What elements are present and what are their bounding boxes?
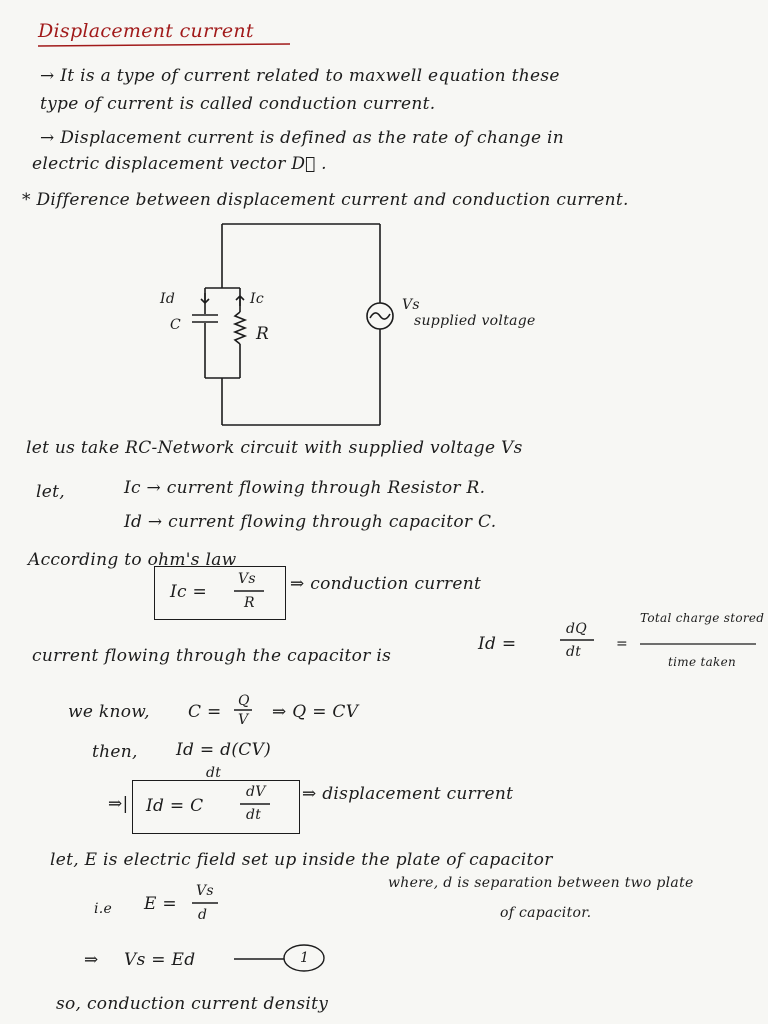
text-line-15: where, d is separation between two plate [388, 875, 694, 891]
electric-field-numerator: Vs [196, 883, 214, 899]
text-line-14: i.e [94, 901, 113, 917]
equation-number: 1 [300, 950, 310, 966]
capacitance-numerator: Q [238, 693, 250, 709]
text-line-17: so, conduction current density [56, 994, 329, 1014]
label-vs: Vs [402, 297, 420, 313]
text-line-7: let, [36, 482, 65, 502]
capacitance-denominator: V [238, 712, 249, 728]
label-supplied-voltage: supplied voltage [414, 313, 536, 329]
displacement-equation-numerator: dV [246, 784, 266, 800]
text-line-6: let us take RC-Network circuit with supplied voltage Vs [26, 438, 523, 458]
text-line-8: Id → current flowing through capacitor C. [124, 512, 497, 532]
id-note-numerator: Total charge stored [640, 611, 765, 625]
ohm-equation-denominator: R [244, 595, 255, 611]
text-line-9: According to ohm's law [28, 550, 237, 570]
label-ic: Ic [250, 291, 264, 307]
text-line-12: then, [92, 742, 138, 762]
electric-field-denominator: d [198, 907, 208, 923]
text-line-11: we know, [68, 702, 150, 722]
id-equation-lhs: Id = [478, 634, 517, 654]
text-line-7b: Ic → current flowing through Resistor R. [124, 478, 486, 498]
electric-field-lhs: E = [144, 894, 177, 914]
displacement-equation-denominator: dt [246, 807, 262, 823]
text-line-1: → It is a type of current related to maxwell equation these [40, 66, 560, 86]
page-title: Displacement current [38, 20, 254, 42]
capacitance-result: ⇒ Q = CV [272, 702, 359, 722]
capacitance-equation-lhs: C = [188, 702, 222, 722]
id-equation-denominator: dt [566, 644, 582, 660]
displacement-equation-lhs: Id = C [146, 796, 204, 816]
label-id: Id [160, 291, 176, 307]
displacement-note: ⇒ displacement current [302, 784, 514, 804]
equals-sign: = [616, 636, 629, 652]
label-r: R [256, 324, 270, 344]
ohm-equation-lhs: Ic = [170, 582, 208, 602]
text-line-15b: of capacitor. [500, 905, 592, 921]
id-note-denominator: time taken [668, 655, 737, 669]
text-line-2: type of current is called conduction current. [40, 94, 436, 114]
text-line-4: electric displacement vector D⃗ . [32, 154, 327, 174]
text-line-13: let, E is electric field set up inside the plate of capacitor [50, 850, 553, 870]
id-equation-numerator: dQ [566, 621, 588, 637]
ohm-note: ⇒ conduction current [290, 574, 482, 594]
ohm-equation-numerator: Vs [238, 571, 256, 587]
then-equation: Id = d(CV) [176, 740, 272, 760]
displacement-arrow: ⇒| [108, 794, 129, 814]
label-c: C [170, 317, 182, 333]
text-line-10: current flowing through the capacitor is [32, 646, 392, 666]
text-line-16: ⇒ [84, 950, 99, 970]
text-line-5: * Difference between displacement current and conduction current. [22, 190, 629, 210]
text-line-3: → Displacement current is defined as the rate of change in [40, 128, 565, 148]
vs-equation: Vs = Ed [124, 950, 196, 970]
then-equation-denominator: dt [206, 765, 222, 781]
